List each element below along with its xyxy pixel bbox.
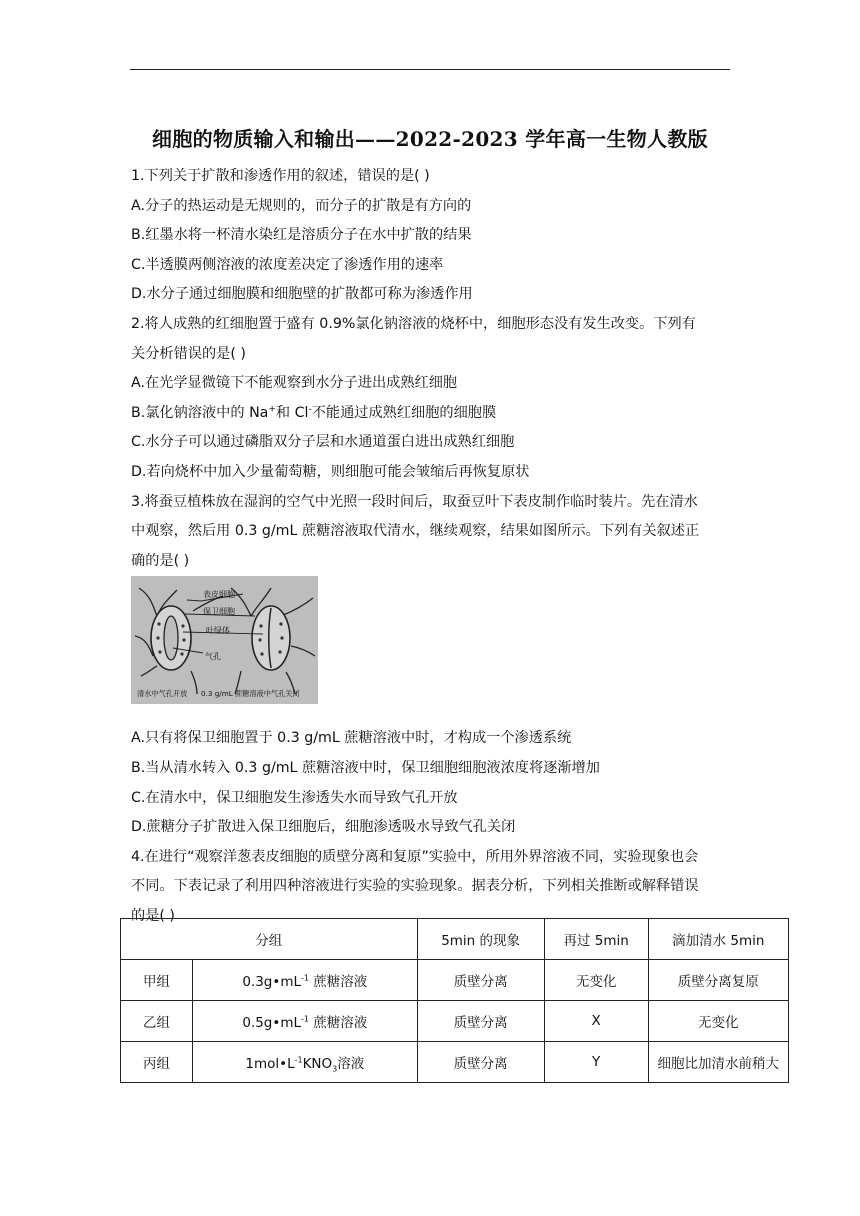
chloride-charge: - xyxy=(308,404,312,415)
table-row xyxy=(121,960,789,1001)
solution-formula: KNO xyxy=(302,1056,333,1072)
label-guard-cell: 保卫细胞 xyxy=(203,607,235,616)
group-cell: 乙组 xyxy=(121,1001,193,1042)
question-2-option-c: C.水分子可以通过磷脂双分子层和水通道蛋白进出成熟红细胞 xyxy=(131,434,515,451)
open-stoma xyxy=(151,606,191,670)
solution-cell xyxy=(193,960,418,1001)
question-4-stem-line-2: 不同。下表记录了利用四种溶液进行实验的实验现象。据表分析，下列相关推断或解释错误 xyxy=(131,878,699,895)
stomata-figure xyxy=(131,576,318,704)
question-1-option-d: D.水分子通过细胞膜和细胞壁的扩散都可称为渗透作用 xyxy=(131,286,473,303)
result-5min: 质壁分离 xyxy=(417,960,544,1001)
result-5min: 质壁分离 xyxy=(417,1001,544,1042)
question-3-option-d: D.蔗糖分子扩散进入保卫细胞后，细胞渗透吸水导致气孔关闭 xyxy=(131,819,516,836)
question-2-stem-line-2: 关分析错误的是( ) xyxy=(131,345,246,362)
question-1-option-b: B.红墨水将一杯清水染红是溶质分子在水中扩散的结果 xyxy=(131,227,472,244)
solution-text: 0.5g•mL xyxy=(242,1015,301,1031)
header-another-5min: 再过 5min xyxy=(544,919,648,960)
label-chloroplast: 叶绿体 xyxy=(206,626,230,635)
question-2-option-b xyxy=(131,399,731,429)
caption-closed: 0.3 g/mL 蔗糖溶液中气孔关闭 xyxy=(201,689,300,698)
closed-stoma xyxy=(252,606,290,670)
question-1-option-a: A.分子的热运动是无规则的，而分子的扩散是有方向的 xyxy=(131,197,472,214)
result-another-5min: Y xyxy=(544,1042,648,1083)
question-3-option-c: C.在清水中，保卫细胞发生渗透失水而导致气孔开放 xyxy=(131,789,458,806)
option-b-text-2: 和 Cl xyxy=(275,404,309,421)
header-group: 分组 xyxy=(121,919,418,960)
solution-cell xyxy=(193,1001,418,1042)
question-2-option-a: A.在光学显微镜下不能观察到水分子进出成熟红细胞 xyxy=(131,375,458,392)
results-table xyxy=(120,918,789,1083)
solution-name: 蔗糖溶液 xyxy=(308,1015,368,1031)
header-water-5min: 滴加清水 5min xyxy=(648,919,788,960)
page-title: 细胞的物质输入和输出——2022-2023 学年高一生物人教版 xyxy=(152,127,708,151)
result-water: 细胞比加清水前稍大 xyxy=(648,1042,788,1083)
result-another-5min: 无变化 xyxy=(544,960,648,1001)
group-cell: 甲组 xyxy=(121,960,193,1001)
solution-name: 溶液 xyxy=(337,1056,365,1072)
question-4-stem-line-3: 的是( ) xyxy=(131,907,175,924)
question-2-stem-line-1: 2.将人成熟的红细胞置于盛有 0.9%氯化钠溶液的烧杯中，细胞形态没有发生改变。下列有 xyxy=(131,315,696,332)
question-1-stem: 1.下列关于扩散和渗透作用的叙述，错误的是( ) xyxy=(131,168,430,184)
result-5min: 质壁分离 xyxy=(417,1042,544,1083)
question-1-option-c: C.半透膜两侧溶液的浓度差决定了渗透作用的速率 xyxy=(131,256,444,273)
caption-open: 清水中气孔开放 xyxy=(137,689,188,698)
solution-text: 1mol•L xyxy=(245,1056,295,1072)
solution-text: 0.3g•mL xyxy=(242,974,301,990)
stomata-diagram xyxy=(131,576,318,704)
label-stoma: 气孔 xyxy=(205,652,221,661)
group-cell: 丙组 xyxy=(121,1042,193,1083)
question-3-stem-line-3: 确的是( ) xyxy=(131,552,190,569)
label-epidermal-cell: 表皮细胞 xyxy=(203,590,235,599)
table-header-row xyxy=(121,919,789,960)
header-rule xyxy=(130,69,730,70)
result-another-5min: X xyxy=(544,1001,648,1042)
result-water: 无变化 xyxy=(648,1001,788,1042)
solution-cell xyxy=(193,1042,418,1083)
solution-name: 蔗糖溶液 xyxy=(308,974,368,990)
question-body xyxy=(131,162,731,931)
table-row xyxy=(121,1042,789,1083)
table-row xyxy=(121,1001,789,1042)
option-b-text-1: B.氯化钠溶液中的 Na xyxy=(131,404,269,421)
question-3-option-a: A.只有将保卫细胞置于 0.3 g/mL 蔗糖溶液中时，才构成一个渗透系统 xyxy=(131,730,572,747)
question-4-stem-line-1: 4.在进行“观察洋葱表皮细胞的质壁分离和复原”实验中，所用外界溶液不同，实验现象也会 xyxy=(131,848,699,865)
header-5min: 5min 的现象 xyxy=(417,919,544,960)
unit-exponent: -1 xyxy=(294,1055,303,1065)
unit-exponent: -1 xyxy=(301,1014,309,1024)
formula-subscript: 3 xyxy=(332,1064,338,1074)
question-2-option-d: D.若向烧杯中加入少量葡萄糖，则细胞可能会皱缩后再恢复原状 xyxy=(131,463,530,480)
option-b-text-3: 不能通过成熟红细胞的细胞膜 xyxy=(311,404,497,421)
question-3-option-b: B.当从清水转入 0.3 g/mL 蔗糖溶液中时，保卫细胞细胞液浓度将逐渐增加 xyxy=(131,759,600,776)
result-water: 质壁分离复原 xyxy=(648,960,788,1001)
sodium-charge: + xyxy=(268,404,276,415)
unit-exponent: -1 xyxy=(301,973,309,983)
question-3-stem-line-2: 中观察，然后用 0.3 g/mL 蔗糖溶液取代清水，继续观察，结果如图所示。下列有关叙述正 xyxy=(131,523,700,540)
question-3-stem-line-1: 3.将蚕豆植株放在湿润的空气中光照一段时间后，取蚕豆叶下表皮制作临时装片。先在清水 xyxy=(131,493,698,510)
